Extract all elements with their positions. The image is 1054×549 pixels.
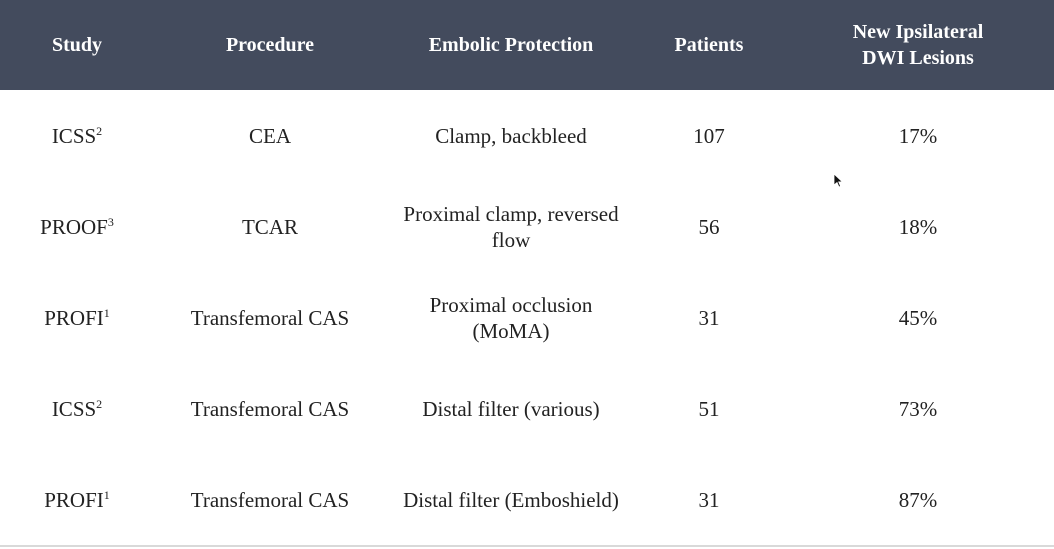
protection-line1: Proximal occlusion [429,292,593,317]
cell-embolic-protection [386,363,636,454]
table-row [0,90,1054,181]
cell-patients: 31 [698,305,720,330]
cell-lesions: 18% [898,214,938,239]
reference-number: 2 [96,396,103,411]
cell-patients: 31 [698,487,720,512]
header-lesions-line2: DWI Lesions [862,47,974,69]
reference-number: 1 [103,305,110,320]
reference-number: 1 [103,487,110,502]
cell-embolic-protection [386,272,636,363]
study-name: PROOF [40,214,108,239]
cell-study [0,90,154,181]
cell-procedure: Transfemoral CAS [190,487,350,512]
reference-number: 2 [96,123,103,138]
cell-embolic-protection [386,454,636,545]
table-row [0,181,1054,272]
protection-line1: Distal filter (Emboshield) [403,487,619,512]
header-row [0,0,1054,90]
cell-patients: 56 [698,214,720,239]
reference-number: 3 [107,214,114,229]
header-lesions-line1: New Ipsilateral [852,21,984,43]
protection-line1: Distal filter (various) [422,396,600,421]
protection-line1: Clamp, backbleed [435,123,587,148]
cell-embolic-protection [386,90,636,181]
study-name: PROFI [44,305,104,330]
table-header [0,0,1054,90]
cell-lesions: 87% [898,487,938,512]
header-procedure: Procedure [225,34,315,56]
cell-study [0,363,154,454]
cell-lesions: 45% [898,305,938,330]
study-name: ICSS [51,123,97,148]
header-embolic-protection: Embolic Protection [428,34,594,56]
cell-study [0,181,154,272]
cell-patients: 51 [698,396,720,421]
table-body [0,90,1054,545]
protection-line1: Proximal clamp, reversed [403,201,619,226]
cell-embolic-protection [386,181,636,272]
mouse-cursor-icon [833,173,845,189]
protection-line2: (MoMA) [472,318,550,343]
study-name: ICSS [51,396,97,421]
cell-procedure: CEA [249,123,291,148]
cell-study [0,454,154,545]
header-study: Study [51,34,103,56]
cell-procedure: Transfemoral CAS [190,396,350,421]
cell-procedure: Transfemoral CAS [190,305,350,330]
cell-procedure: TCAR [241,214,298,239]
protection-line2: flow [491,227,531,252]
table-row [0,272,1054,363]
cell-patients: 107 [693,123,725,148]
study-name: PROFI [44,487,104,512]
table-row [0,454,1054,545]
cell-study [0,272,154,363]
bottom-divider [0,545,1054,547]
cell-lesions: 73% [898,396,938,421]
header-new-ipsilateral-dwi-lesions [782,0,1054,90]
cell-lesions: 17% [898,123,938,148]
header-patients: Patients [674,34,744,56]
table-row [0,363,1054,454]
